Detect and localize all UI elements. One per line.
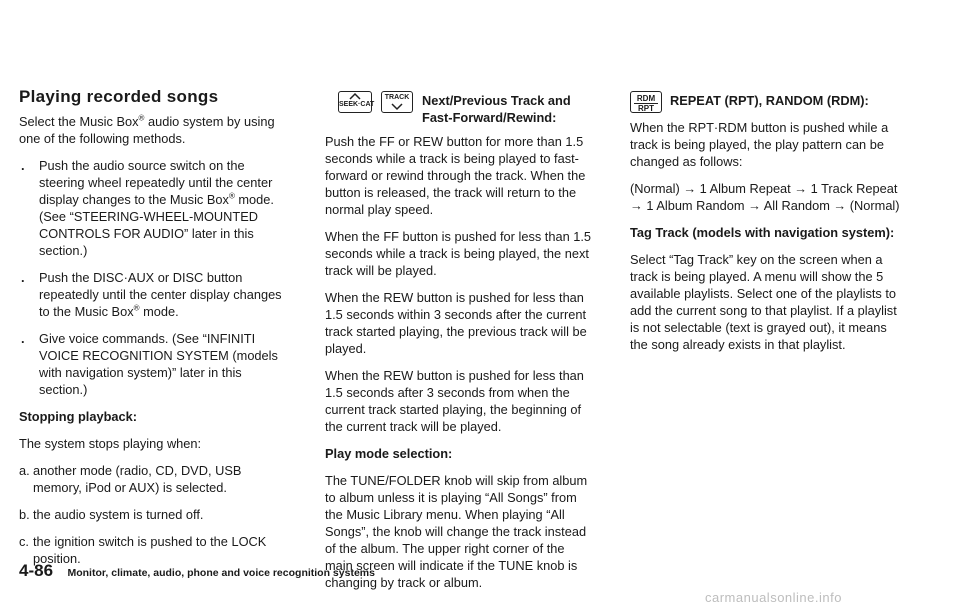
rdm-label: RDM xyxy=(636,94,656,103)
seek-cat-button-icon xyxy=(338,91,375,113)
intro-paragraph xyxy=(19,113,289,147)
page-footer xyxy=(19,561,375,581)
bullet-text: Push the DISC·AUX or DISC button repeatedly until the center display changes to the Music Box xyxy=(39,270,282,319)
chapter-title: Monitor, climate, audio, phone and voice recognition systems xyxy=(67,567,375,579)
registered-mark: ® xyxy=(138,113,145,123)
paragraph: When the REW button is pushed for less than 1.5 seconds after 3 seconds from when the current track started playing, the beginning of the current track will be played. xyxy=(325,368,584,434)
stopping-intro: The system stops playing when: xyxy=(19,436,202,451)
bullet-text: mode. xyxy=(139,304,179,319)
list-item xyxy=(19,330,289,398)
tag-track-heading: Tag Track (models with navigation system): xyxy=(630,225,895,240)
list-item xyxy=(19,157,289,259)
chevron-down-icon xyxy=(390,102,404,111)
column-1 xyxy=(19,87,289,577)
list-text: another mode (radio, CD, DVD, USB memory, iPod or AUX) is selected. xyxy=(33,463,242,495)
column-2 xyxy=(325,91,595,601)
list-item xyxy=(19,269,289,320)
paragraph: Select “Tag Track” key on the screen when a track is being played. A menu will show the 5 available playlists. Select one of the playlists to add the current song to that playlist. If a playlist is not selectable (text is grayed out), it means the song already exists in that playlist. xyxy=(630,252,897,352)
column-3 xyxy=(630,91,900,363)
track-label: TRACK xyxy=(384,94,410,101)
list-letter: a. xyxy=(19,463,30,478)
paragraph: When the RPT·RDM button is pushed while a track is being played, the play pattern can be changed as follows: xyxy=(630,120,889,169)
intro-text-a: Select the Music Box xyxy=(19,114,139,129)
track-button-icon xyxy=(381,91,413,113)
list-item xyxy=(19,506,289,523)
page-number: 4-86 xyxy=(19,561,54,580)
paragraph: When the REW button is pushed for less than 1.5 seconds within 3 seconds after the current track started playing, the previous track will be played. xyxy=(325,290,587,356)
list-item xyxy=(19,462,289,496)
stopping-heading: Stopping playback: xyxy=(19,409,138,424)
registered-mark: ® xyxy=(133,303,140,313)
paragraph: When the FF button is pushed for less than 1.5 seconds while a track is being played, the next track will be played. xyxy=(325,229,592,278)
bullet-text: mode. (See “STEERING-WHEEL-MOUNTED CONTROLS FOR AUDIO” later in this section.) xyxy=(39,192,274,258)
section-heading: Playing recorded songs xyxy=(19,87,219,106)
track-heading: Next/Previous Track and Fast-Forward/Rewind: xyxy=(422,93,571,125)
track-buttons-row xyxy=(325,91,595,133)
chevron-up-icon xyxy=(348,92,362,101)
bullet-text: Give voice commands. (See “INFINITI VOICE RECOGNITION SYSTEM (models with navigation system)” later in this section.) xyxy=(39,331,278,397)
list-letter: c. xyxy=(19,534,29,549)
bullet-mark: . xyxy=(21,158,25,173)
list-letter: b. xyxy=(19,507,30,522)
rpt-rdm-row xyxy=(630,91,900,119)
bullet-mark: . xyxy=(21,331,25,346)
repeat-random-heading: REPEAT (RPT), RANDOM (RDM): xyxy=(670,93,869,108)
rpt-label: RPT xyxy=(634,103,658,113)
registered-mark: ® xyxy=(228,191,235,201)
bullet-text: Push the audio source switch on the steering wheel repeatedly until the center display changes to the Music Box xyxy=(39,158,273,207)
rdm-rpt-button-icon xyxy=(630,91,662,113)
bullet-mark: . xyxy=(21,270,25,285)
watermark: carmanualsonline.info xyxy=(705,590,842,605)
intro-text-b: audio system by using one of the following methods. xyxy=(19,114,275,146)
play-mode-heading: Play mode selection: xyxy=(325,446,453,461)
seek-cat-label: SEEK·CAT xyxy=(339,101,375,108)
sequence-paragraph: (Normal) → 1 Album Repeat → 1 Track Repeat → 1 Album Random → All Random → (Normal) xyxy=(630,181,900,213)
paragraph: Push the FF or REW button for more than 1.5 seconds while a track is being played to fast-forward or rewind through the track. When the button is released, the track will return to the normal play speed. xyxy=(325,134,586,217)
list-text: the ignition switch is pushed to the LOCK position. xyxy=(33,534,267,566)
list-text: the audio system is turned off. xyxy=(33,507,204,522)
paragraph: The TUNE/FOLDER knob will skip from album to album unless it is playing “All Songs” from the Music Library menu. When playing “All Songs”, the knob will change the track instead of the album. The upper right corner of the main screen will indicate if the TUNE knob is changing by track or album. xyxy=(325,473,588,590)
